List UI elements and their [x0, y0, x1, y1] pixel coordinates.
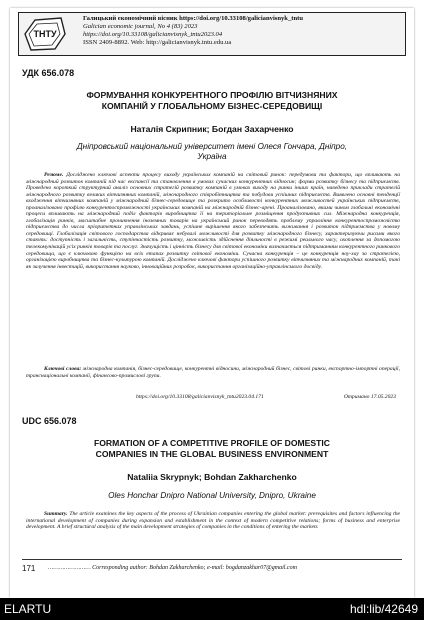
title-en	[30, 438, 394, 460]
summary-en-label: Summary.	[44, 511, 68, 517]
header-line-4: ISSN 2409-8892. Web: http://galicianvisnyk.tntu.edu.ua	[83, 39, 232, 46]
journal-header	[18, 12, 406, 56]
affiliation-en: Oles Honchar Dnipro National University, Dnipro, Ukraine	[108, 491, 316, 500]
abstract-ua-label: Резюме.	[44, 172, 64, 178]
page-number: 171	[22, 564, 36, 573]
title-en-line-2: COMPANIES IN THE GLOBAL BUSINESS ENVIRONMENT	[95, 449, 329, 459]
affiliation-ua-line-1: Дніпровський національний університет імені Олеся Гончара, Дніпро,	[76, 142, 348, 151]
footer-divider	[22, 559, 402, 560]
received-date: Отримано 17.05.2023	[343, 394, 396, 400]
repository-bar	[0, 598, 424, 620]
header-line-3: https://doi.org/10.33108/galicianvisnyk_tntu2023.04	[83, 31, 223, 38]
abstract-ua-text: Досліджено ключові аспекти процесу виходу українських компаній на світовий ринок: передумови та фактори, що впливають на міжнародний розвиток компаній під час експансії та становлення в умовах сучасних конкурентних відносин; форми розвитку бізнесу та підприємств. Проведено короткий структурний аналіз основних стратегій розвитку компаній в умовах виходу на ринки інших країн, наведено приклади стратегій міжнародного розвитку великих вітчизняних компаній, міжнародного співробітництва та побудови успішних підприємств. Виявлено основні тенденції входження вітчизняних компаній у міжнародний бізнес-середовище та розкрито особливості конкурентних можливостей українських підприємств, проаналізовано профілю конкурентоспроможності українських компаній на міжнародній бізнес-арені. Проаналізовано, якими чином глобальні економічні процеси впливають на міжнародний поділ факторів виробництва її на територіальне розміщення продуктивних сил. Міжнародна конкуренція, глобалізація ринків, масштабне проникнення іноземних товарів на український ринок переводять проблему управління конкурентоспроможністю підприємства до числа пріоритетних управлінських завдань, успішне вирішення якого забезпечить виживання і розвиток підприємства у новому середовищі. Глобалізація світового господарства відкриває небувалі можливості для розвитку міжнародного бізнесу, характеризуючи рисами якого стають: доступність і загальність, ступінчастість розвитку, можливість здійснення діяльності в режимі реального часу, охоплення за допомогою телекомунікацій усіх ринків товарів та послуг. Значущість і цінність бізнесу для світової економіки визначається підтриманням конкурентного ринкового середовища, що є ключовою функцією на всіх етапах розвитку світової економіки. Сучасна конкуренція – це конкуренція ноу-хау за стратегією, організацією виробництва та бізнес-культурою компаній. Досліджено ключові фактори успішного розвитку вітчизняних та міжнародних компаній, такі як залучення інвестицій, використання науково, інноваційних розробок, використання організаційно-управлінського досвіду.	[26, 172, 400, 270]
header-line-2: Galician economic journal, No 4 (83) 2023	[83, 23, 198, 30]
keywords-ua-text: міжнародна компанія, бізнес-середовище, конкурентні відносини, міжнародний бізнес, світові ринки, експортно-імпортні операції, транснаціональні компанії, фінансово-промислові групи.	[26, 366, 401, 379]
keywords-ua-label: Ключові слова:	[44, 366, 82, 372]
keywords-ua	[26, 366, 400, 379]
summary-en	[26, 511, 400, 531]
handle-id[interactable]: hdl:lib/42649	[349, 602, 418, 616]
udc-ua: УДК 656.078	[22, 68, 75, 78]
authors-en: Nataliia Skrypnyk; Bohdan Zakharchenko	[127, 472, 297, 482]
doi-link[interactable]: https://doi.org/10.33108/galicianvisnyk_tntu2023.04.171	[136, 394, 264, 400]
logo-text: ТНТУ	[33, 29, 57, 39]
summary-en-text: The article examines the key aspects of the process of Ukrainian companies entering the global market: prerequisites and factors influencing the international development of companies during expansion and establishment in the context of modern competitive relations; forms of business and enterprise development. A brief structural analysis of the main development strategies of companies in the conditions of entering the markets	[26, 511, 400, 531]
affiliation-ua-line-2: Україна	[197, 152, 227, 161]
title-ua	[30, 90, 394, 112]
document-page	[10, 8, 414, 598]
journal-logo-icon	[23, 16, 67, 52]
udc-en: UDC 656.078	[22, 416, 77, 426]
header-line-1: Галицький економічний вісник https://doi.org/10.33108/galicianvisnyk_tntu	[83, 15, 303, 22]
authors-ua: Наталія Скрипник; Богдан Захарченко	[130, 124, 294, 134]
abstract-ua	[26, 172, 400, 270]
repository-name[interactable]: ELARTU	[4, 602, 52, 616]
title-ua-line-1: ФОРМУВАННЯ КОНКУРЕНТНОГО ПРОФІЛЮ ВІТЧИЗНЯНИХ	[86, 90, 338, 100]
corresponding-author: …………………… Corresponding author: Bohdan Zakharchenko; e-mail: bogdanzakhar07@gmail.com	[48, 565, 297, 571]
affiliation-ua	[50, 142, 374, 162]
title-ua-line-2: КОМПАНІЙ У ГЛОБАЛЬНОМУ БІЗНЕС-СЕРЕДОВИЩІ	[101, 101, 323, 111]
title-en-line-1: FORMATION OF A COMPETITIVE PROFILE OF DOMESTIC	[93, 438, 330, 448]
